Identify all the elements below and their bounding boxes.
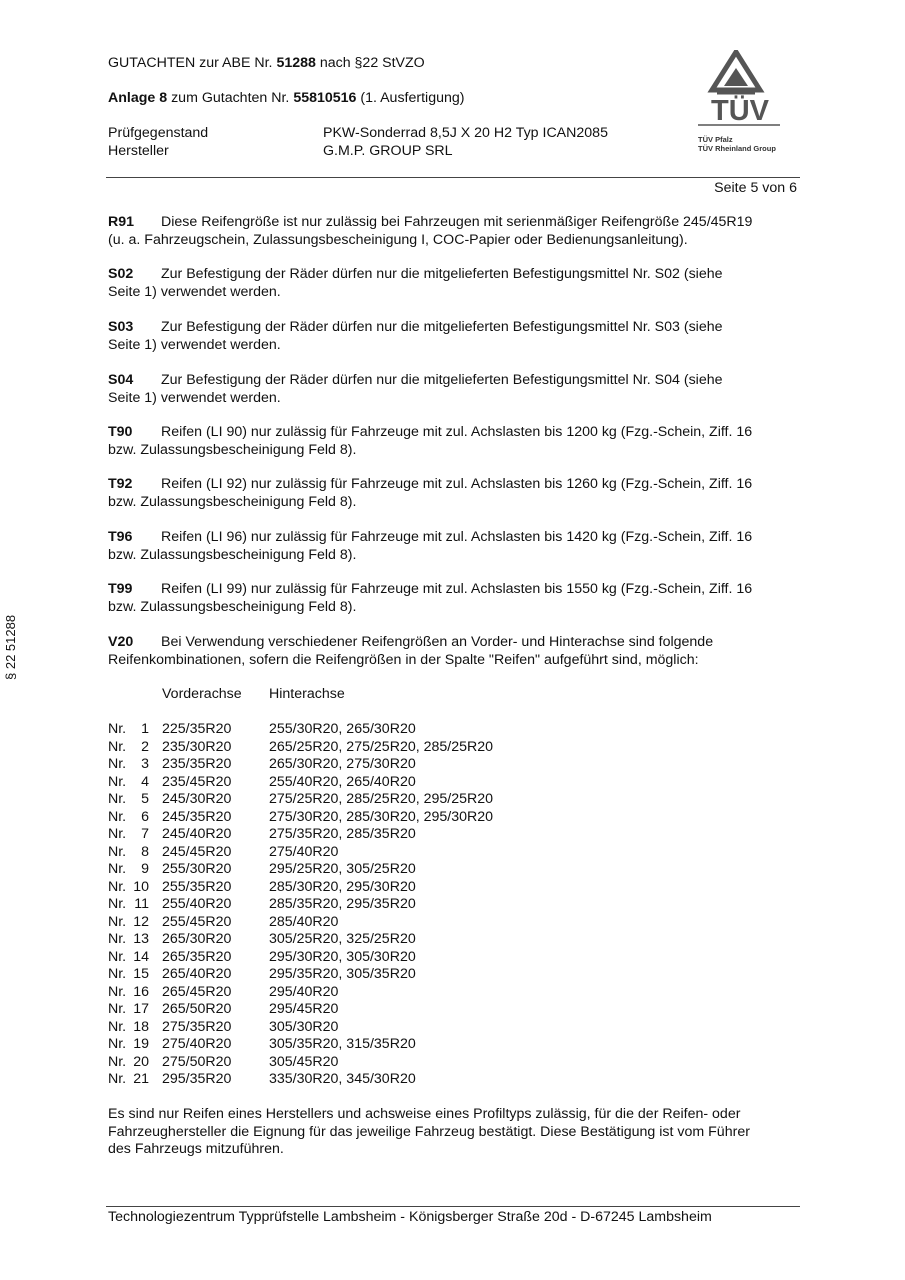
document-title: GUTACHTEN zur ABE Nr. 51288 nach §22 StVZO (108, 55, 425, 71)
logo-subtitle: TÜV Pfalz TÜV Rheinland Group (698, 135, 776, 153)
note-t96: T96 Reifen (LI 96) nur zulässig für Fahrzeuge mit zul. Achslasten bis 1420 kg (Fzg.-Schein, Ziff. 16 bzw. Zulassungsbescheinigung Feld 8). (108, 529, 753, 563)
row-nr-label: Nr. (108, 773, 127, 790)
footer-address: Technologiezentrum Typprüfstelle Lambsheim - Königsberger Straße 20d - D-67245 Lambsheim (108, 1209, 712, 1225)
rear-tire-sizes: 275/25R20, 285/25R20, 295/25R20 (269, 791, 494, 807)
row-nr-label: Nr. (108, 861, 127, 877)
rear-tire-sizes: 305/45R20 (269, 1053, 339, 1070)
rear-tire-sizes: 285/30R20, 295/30R20 (269, 878, 416, 895)
note-r91: R91 Diese Reifengröße ist nur zulässig bei Fahrzeugen mit serienmäßiger Reifengröße 245/45R19 (u. a. Fahrzeugschein, Zulassungsbescheinigung I, COC-Papier oder Bedienungsanleitung). (108, 214, 753, 248)
row-number: 15 (133, 966, 149, 982)
rear-tire-sizes: 275/40R20 (269, 843, 339, 860)
rear-tire-sizes: 295/40R20 (269, 983, 339, 1000)
front-tire-size: 255/45R20 (162, 913, 232, 930)
header-divider (106, 177, 800, 178)
row-nr-label: Nr. (108, 1001, 127, 1017)
row-number: 13 (133, 931, 149, 947)
note-t92: T92 Reifen (LI 92) nur zulässig für Fahrzeuge mit zul. Achslasten bis 1260 kg (Fzg.-Schein, Ziff. 16 bzw. Zulassungsbescheinigung Feld 8). (108, 476, 753, 510)
rear-tire-sizes: 265/25R20, 275/25R20, 285/25R20 (269, 738, 494, 755)
logo-wordmark: TÜV (711, 95, 769, 127)
manufacturer-label: Hersteller (108, 143, 169, 159)
front-tire-size: 275/50R20 (162, 1053, 232, 1070)
row-number: 19 (133, 1036, 149, 1052)
test-object-label: Prüfgegenstand (108, 125, 209, 141)
row-number: 7 (141, 826, 149, 842)
front-tire-size: 295/35R20 (162, 1071, 232, 1087)
attachment-line: Anlage 8 zum Gutachten Nr. 55810516 (1. Ausfertigung) (108, 90, 465, 106)
front-tire-size: 275/40R20 (162, 1036, 232, 1052)
front-tire-size: 225/35R20 (162, 721, 232, 737)
rear-tire-sizes: 255/40R20, 265/40R20 (269, 773, 416, 790)
rear-tire-sizes: 275/30R20, 285/30R20, 295/30R20 (269, 808, 494, 825)
row-nr-label: Nr. (108, 878, 127, 895)
row-number: 9 (141, 861, 149, 877)
row-nr-label: Nr. (108, 1018, 127, 1035)
front-tire-size: 235/35R20 (162, 756, 232, 772)
note-s03: S03 Zur Befestigung der Räder dürfen nur die mitgelieferten Befestigungsmittel Nr. S03 (siehe Seite 1) verwendet werden. (108, 319, 723, 353)
row-number: 18 (133, 1018, 149, 1035)
row-number: 3 (141, 756, 149, 772)
row-number: 1 (141, 721, 149, 737)
row-nr-label: Nr. (108, 896, 127, 912)
row-nr-label: Nr. (108, 843, 127, 860)
row-nr-label: Nr. (108, 931, 127, 947)
note-v20: V20 Bei Verwendung verschiedener Reifengrößen an Vorder- und Hinterachse sind folgende Reifenkombinationen, sofern die Reifengrößen in der Spalte "Reifen" aufgeführt sind, möglich: (108, 634, 714, 668)
row-nr-label: Nr. (108, 913, 127, 930)
front-tire-size: 245/30R20 (162, 791, 232, 807)
row-nr-label: Nr. (108, 756, 127, 772)
front-tire-size: 255/35R20 (162, 878, 232, 895)
row-nr-label: Nr. (108, 1071, 127, 1087)
front-tire-size: 265/35R20 (162, 948, 232, 965)
rear-tire-sizes: 295/25R20, 305/25R20 (269, 861, 416, 877)
row-number: 12 (133, 913, 149, 930)
rear-tire-sizes: 295/30R20, 305/30R20 (269, 948, 416, 965)
row-number: 14 (133, 948, 149, 965)
note-t99: T99 Reifen (LI 99) nur zulässig für Fahrzeuge mit zul. Achslasten bis 1550 kg (Fzg.-Schein, Ziff. 16 bzw. Zulassungsbescheinigung Feld 8). (108, 581, 753, 615)
footer-divider (106, 1206, 800, 1207)
front-tire-size: 265/45R20 (162, 983, 232, 1000)
row-number: 16 (133, 983, 149, 1000)
rear-tire-sizes: 275/35R20, 285/35R20 (269, 826, 416, 842)
rear-tire-sizes: 305/25R20, 325/25R20 (269, 931, 416, 947)
column-header-rear-axle: Hinterachse (269, 686, 345, 702)
row-number: 10 (133, 878, 149, 895)
side-reference: § 22 51288 (3, 614, 18, 680)
front-tire-size: 245/35R20 (162, 808, 232, 825)
rear-tire-sizes: 305/35R20, 315/35R20 (269, 1036, 416, 1052)
row-nr-label: Nr. (108, 948, 127, 965)
closing-paragraph: Es sind nur Reifen eines Herstellers und achsweise eines Profiltyps zulässig, für die der Reifen- oder Fahrzeughersteller die Eignung für das jeweilige Fahrzeug bestätigt. Diese Bestätigung ist vom Führer des Fahrzeugs mitzuführen. (108, 1106, 750, 1157)
row-nr-label: Nr. (108, 738, 127, 755)
front-tire-size: 265/40R20 (162, 966, 232, 982)
note-t90: T90 Reifen (LI 90) nur zulässig für Fahrzeuge mit zul. Achslasten bis 1200 kg (Fzg.-Schein, Ziff. 16 bzw. Zulassungsbescheinigung Feld 8). (108, 424, 753, 458)
row-nr-label: Nr. (108, 1053, 127, 1070)
rear-tire-sizes: 285/35R20, 295/35R20 (269, 896, 416, 912)
row-number: 4 (141, 773, 149, 790)
row-number: 5 (141, 791, 149, 807)
test-object-value: PKW-Sonderrad 8,5J X 20 H2 Typ ICAN2085 (323, 125, 608, 141)
row-number: 6 (141, 808, 149, 825)
report-number: 55810516 (293, 90, 357, 106)
rear-tire-sizes: 265/30R20, 275/30R20 (269, 756, 416, 772)
row-nr-label: Nr. (108, 1036, 127, 1052)
attachment-label: Anlage 8 (108, 90, 168, 106)
rear-tire-sizes: 255/30R20, 265/30R20 (269, 721, 416, 737)
manufacturer-value: G.M.P. GROUP SRL (323, 143, 453, 159)
front-tire-size: 235/30R20 (162, 738, 232, 755)
front-tire-size: 245/45R20 (162, 843, 232, 860)
rear-tire-sizes: 305/30R20 (269, 1018, 339, 1035)
front-tire-size: 235/45R20 (162, 773, 232, 790)
row-number: 11 (134, 896, 149, 912)
row-number: 20 (133, 1053, 149, 1070)
note-s04: S04 Zur Befestigung der Räder dürfen nur die mitgelieferten Befestigungsmittel Nr. S04 (siehe Seite 1) verwendet werden. (108, 372, 723, 406)
row-number: 17 (133, 1001, 149, 1017)
rear-tire-sizes: 335/30R20, 345/30R20 (269, 1071, 416, 1087)
row-number: 8 (141, 843, 149, 860)
row-number: 21 (133, 1071, 149, 1087)
row-number: 2 (141, 738, 149, 755)
front-tire-size: 265/50R20 (162, 1001, 232, 1017)
front-tire-size: 265/30R20 (162, 931, 232, 947)
row-nr-label: Nr. (108, 966, 127, 982)
rear-tire-sizes: 295/45R20 (269, 1001, 339, 1017)
abe-number: 51288 (276, 55, 316, 71)
front-tire-size: 255/40R20 (162, 896, 232, 912)
row-nr-label: Nr. (108, 826, 127, 842)
column-header-front-axle: Vorderachse (162, 686, 242, 702)
front-tire-size: 275/35R20 (162, 1018, 232, 1035)
row-nr-label: Nr. (108, 721, 127, 737)
page-number: Seite 5 von 6 (714, 180, 797, 196)
row-nr-label: Nr. (108, 808, 127, 825)
note-s02: S02 Zur Befestigung der Räder dürfen nur die mitgelieferten Befestigungsmittel Nr. S02 (siehe Seite 1) verwendet werden. (108, 266, 723, 300)
rear-tire-sizes: 295/35R20, 305/35R20 (269, 966, 416, 982)
row-nr-label: Nr. (108, 983, 127, 1000)
front-tire-size: 245/40R20 (162, 826, 232, 842)
front-tire-size: 255/30R20 (162, 861, 232, 877)
row-nr-label: Nr. (108, 791, 127, 807)
rear-tire-sizes: 285/40R20 (269, 913, 339, 930)
